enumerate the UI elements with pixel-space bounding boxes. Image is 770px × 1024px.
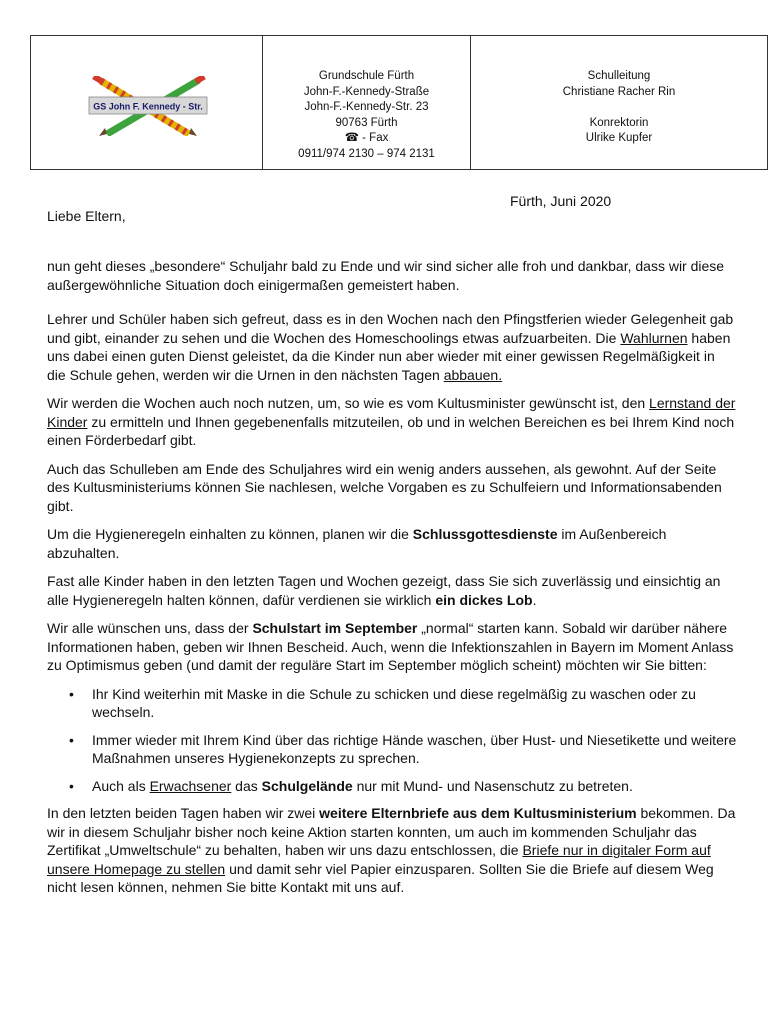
paragraph: Fast alle Kinder haben in den letzten Tagen und Wochen gezeigt, dass Sie sich zuverlässig und einsichtig an alle Hygieneregeln halten können, dafür verdienen sie wirklich ein dickes Lob. — [47, 573, 721, 608]
address-line: John-F.-Kennedy-Str. 23 — [304, 101, 429, 113]
underlined-text: Wahlurnen — [620, 329, 688, 346]
address-line: John-F.-Kennedy-Straße — [303, 85, 430, 98]
letter-body — [47, 257, 737, 907]
bold-text: weitere Elternbriefe aus dem Kultusministerium — [319, 805, 637, 821]
deputy-title: Konrektorin — [589, 116, 649, 129]
bold-text: ein dickes Lob — [435, 591, 533, 608]
list-item: • Immer wieder mit Ihrem Kind über das richtige Hände waschen, über Hust- und Niesetikette und weitere Maßnahmen unseres Hygienekonzepts zu sprechen. — [69, 731, 737, 766]
phone-fax-line: ☎ - Fax — [344, 132, 389, 144]
paragraph: nun geht dieses „besondere“ Schuljahr bald zu Ende und wir sind sicher alle froh und dankbar, dass wir diese außergewöhnliche Situation doch einigermaßen gemeistert haben. — [47, 258, 725, 293]
address-line: Grundschule Fürth — [318, 70, 415, 82]
school-logo — [79, 76, 219, 136]
bullet-icon: • — [69, 685, 74, 702]
school-lead-name: Christiane Racher Rin — [562, 85, 676, 98]
bold-text: Schulgelände — [261, 777, 353, 794]
address-line: 90763 Fürth — [335, 116, 398, 129]
paragraph: Wir werden die Wochen auch noch nutzen, um, so wie es vom Kultusminister gewünscht ist, den Lernstand der Kinder zu ermitteln und Ihnen gegebenenfalls mitzuteilen, ob und in welchen Bereichen es bei Ihrem Kind noch einen Förderbedarf gibt. — [47, 395, 736, 448]
school-lead-title: Schulleitung — [587, 70, 651, 82]
letterhead-table — [30, 35, 768, 170]
logo-text: GS John F. Kennedy - Str. — [93, 101, 203, 112]
underlined-text: Erwachsener — [149, 777, 232, 794]
list-item: • Ihr Kind weiterhin mit Maske in die Schule zu schicken und diese regelmäßig zu waschen oder zu wechseln. — [69, 685, 696, 720]
bullet-icon: • — [69, 731, 74, 748]
logo-cell — [31, 36, 263, 169]
list-item: • Auch als Erwachsener das Schulgelände nur mit Mund- und Nasenschutz zu betreten. — [69, 777, 633, 794]
staff-cell — [471, 36, 767, 169]
bold-text: Schlussgottesdienste — [412, 526, 558, 542]
address-cell — [263, 36, 471, 169]
bullet-icon: • — [69, 777, 74, 794]
bold-text: Schulstart im September — [252, 620, 418, 636]
paragraph: Lehrer und Schüler haben sich gefreut, dass es in den Wochen nach den Pfingstferien wieder Gelegenheit gab und gibt, einander zu sehen und die Wochen des Homeschoolings etwas aufzuarbeiten. Die Wahlurnen haben uns dabei einen guten Dienst geleistet, da die Kinder nun aber wieder mit einer gewissen Regelmäßigkeit in die Schule gehen, werden wir die Urnen in den nächsten Tagen abbauen. — [47, 311, 734, 383]
paragraph: Auch das Schulleben am Ende des Schuljahres wird ein wenig anders aussehen, als gewohnt. Auf der Seite des Kultusministeriums können Sie nachlesen, welche Vorgaben es zu Schulfeiern und Informationsabenden gibt. — [47, 460, 722, 514]
paragraph: Wir alle wünschen uns, dass der Schulstart im September „normal“ starten kann. Sobald wir darüber nähere Informationen haben, geben wir Ihnen Bescheid. Auch, wenn die Infektionszahlen in Bayern im Moment Anlass zu Optimismus geben (und damit der reguläre Start im September möglich scheint) möchten wir Sie bitten: — [47, 620, 734, 673]
phone-numbers: 0911/974 2130 – 974 2131 — [298, 147, 435, 160]
salutation: Liebe Eltern, — [47, 208, 126, 224]
letter-date: Fürth, Juni 2020 — [510, 193, 612, 209]
underlined-text: abbauen. — [443, 366, 503, 383]
underlined-text: Briefe nur in digitaler Form auf unsere Homepage zu stellen — [47, 842, 711, 877]
request-list — [47, 685, 737, 796]
underlined-text: Lernstand der Kinder — [47, 395, 736, 430]
deputy-name: Ulrike Kupfer — [585, 132, 653, 144]
paragraph: In den letzten beiden Tagen haben wir zwei weitere Elternbriefe aus dem Kultusministerium bekommen. Da wir in diesem Schuljahr bisher noch keine Aktion starten konnten, um auch im kommenden Schuljahr das Zertifikat „Umweltschule“ zu behalten, haben wir uns dazu entschlossen, die Briefe nur in digitaler Form auf unsere Homepage zu stellen und damit sehr viel Papier einzusparen. Sollten Sie die Briefe auf diesem Weg nicht lesen können, nehmen Sie bitte Kontakt mit uns auf. — [47, 805, 736, 895]
paragraph: Um die Hygieneregeln einhalten zu können, planen wir die Schlussgottesdienste im Außenbereich abzuhalten. — [47, 526, 667, 561]
